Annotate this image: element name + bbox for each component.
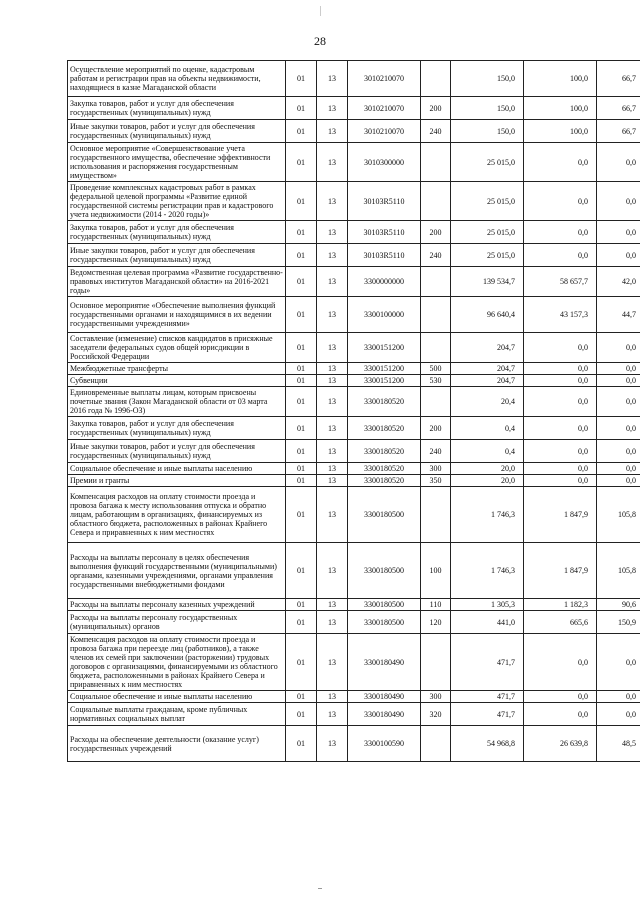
- cell-pr: 13: [317, 387, 348, 417]
- cell-rz: 01: [286, 440, 317, 463]
- table-row: [68, 387, 640, 417]
- cell-fact: 0,0: [524, 363, 597, 375]
- cell-name: Расходы на выплаты персоналу государственных (муниципальных) органов: [68, 611, 286, 634]
- cell-rz: 01: [286, 487, 317, 543]
- cell-vr: 240: [421, 440, 451, 463]
- table-row: [68, 440, 640, 463]
- cell-pr: 13: [317, 611, 348, 634]
- cell-name: Компенсация расходов на оплату стоимости проезда и провоза багажа при переезде лиц (работников), а также членов их семей при заключении (расторжении) трудовых договоров с организациями, финансируемыми из областного бюджета, расположенными в районах Крайнего Севера и приравненных к ним местностях: [68, 634, 286, 691]
- cell-pct: 0,0: [597, 387, 640, 417]
- cell-plan: 25 015,0: [451, 143, 524, 182]
- cell-rz: 01: [286, 297, 317, 333]
- cell-vr: 530: [421, 375, 451, 387]
- cell-vr: [421, 143, 451, 182]
- cell-csr: 3300180520: [348, 387, 421, 417]
- cell-fact: 100,0: [524, 61, 597, 97]
- cell-fact: 0,0: [524, 375, 597, 387]
- cell-plan: 0,4: [451, 440, 524, 463]
- budget-table-body: [68, 61, 640, 762]
- cell-name: Закупка товаров, работ и услуг для обеспечения государственных (муниципальных) нужд: [68, 97, 286, 120]
- cell-rz: 01: [286, 61, 317, 97]
- cell-fact: 100,0: [524, 97, 597, 120]
- cell-pct: 0,0: [597, 691, 640, 703]
- cell-pr: 13: [317, 440, 348, 463]
- cell-vr: 120: [421, 611, 451, 634]
- cell-name: Межбюджетные трансферты: [68, 363, 286, 375]
- table-row: [68, 363, 640, 375]
- cell-rz: 01: [286, 611, 317, 634]
- cell-pct: 150,9: [597, 611, 640, 634]
- page-number: 28: [314, 34, 326, 48]
- cell-name: Иные закупки товаров, работ и услуг для обеспечения государственных (муниципальных) нужд: [68, 440, 286, 463]
- cell-name: Ведомственная целевая программа «Развитие государственно-правовых институтов Магаданской области» на 2016-2021 годы»: [68, 267, 286, 297]
- cell-plan: 150,0: [451, 61, 524, 97]
- cell-fact: 0,0: [524, 417, 597, 440]
- cell-vr: 240: [421, 120, 451, 143]
- cell-csr: 3300180490: [348, 691, 421, 703]
- cell-vr: [421, 387, 451, 417]
- cell-csr: 3300180500: [348, 487, 421, 543]
- cell-plan: 0,4: [451, 417, 524, 440]
- cell-vr: [421, 634, 451, 691]
- cell-csr: 3300180520: [348, 475, 421, 487]
- cell-fact: 0,0: [524, 703, 597, 726]
- cell-csr: 3300180500: [348, 611, 421, 634]
- cell-fact: 0,0: [524, 143, 597, 182]
- cell-csr: 3300180520: [348, 417, 421, 440]
- cell-rz: 01: [286, 599, 317, 611]
- cell-pr: 13: [317, 267, 348, 297]
- cell-rz: 01: [286, 97, 317, 120]
- cell-name: Основное мероприятие «Совершенствование учета государственного имущества, обеспечение эффективности использования и распоряжения государственным имуществом»: [68, 143, 286, 182]
- cell-rz: 01: [286, 143, 317, 182]
- table-row: [68, 463, 640, 475]
- cell-name: Иные закупки товаров, работ и услуг для обеспечения государственных (муниципальных) нужд: [68, 120, 286, 143]
- cell-pr: 13: [317, 97, 348, 120]
- table-row: [68, 634, 640, 691]
- cell-fact: 0,0: [524, 221, 597, 244]
- cell-pr: 13: [317, 244, 348, 267]
- cell-vr: [421, 726, 451, 762]
- cell-pr: 13: [317, 543, 348, 599]
- cell-rz: 01: [286, 691, 317, 703]
- cell-name: Социальное обеспечение и иные выплаты населению: [68, 463, 286, 475]
- cell-vr: 200: [421, 97, 451, 120]
- cell-plan: 1 746,3: [451, 487, 524, 543]
- table-row: [68, 221, 640, 244]
- table-row: [68, 97, 640, 120]
- cell-pr: 13: [317, 120, 348, 143]
- cell-vr: 100: [421, 543, 451, 599]
- cell-rz: 01: [286, 333, 317, 363]
- cell-name: Расходы на выплаты персоналу казенных учреждений: [68, 599, 286, 611]
- cell-pct: 0,0: [597, 634, 640, 691]
- cell-plan: 471,7: [451, 703, 524, 726]
- cell-vr: 200: [421, 221, 451, 244]
- cell-plan: 25 015,0: [451, 244, 524, 267]
- cell-name: Составление (изменение) списков кандидатов в присяжные заседатели федеральных судов общей юрисдикции в Российской Федерации: [68, 333, 286, 363]
- table-row: [68, 543, 640, 599]
- cell-rz: 01: [286, 634, 317, 691]
- cell-rz: 01: [286, 244, 317, 267]
- cell-csr: 3300180500: [348, 543, 421, 599]
- cell-pct: 0,0: [597, 182, 640, 221]
- cell-plan: 1 746,3: [451, 543, 524, 599]
- cell-pct: 0,0: [597, 221, 640, 244]
- cell-csr: 30103R5110: [348, 182, 421, 221]
- table-row: [68, 375, 640, 387]
- cell-rz: 01: [286, 726, 317, 762]
- cell-csr: 3300151200: [348, 333, 421, 363]
- cell-name: Субвенции: [68, 375, 286, 387]
- cell-pr: 13: [317, 463, 348, 475]
- cell-fact: 0,0: [524, 475, 597, 487]
- cell-fact: 0,0: [524, 387, 597, 417]
- cell-plan: 204,7: [451, 375, 524, 387]
- cell-fact: 0,0: [524, 463, 597, 475]
- cell-pct: 0,0: [597, 440, 640, 463]
- cell-name: Премии и гранты: [68, 475, 286, 487]
- cell-fact: 0,0: [524, 333, 597, 363]
- cell-csr: 3010300000: [348, 143, 421, 182]
- table-row: [68, 61, 640, 97]
- cell-csr: 3300180490: [348, 634, 421, 691]
- cell-plan: 25 015,0: [451, 221, 524, 244]
- cell-name: Основное мероприятие «Обеспечение выполнения функций государственными органами и находящимися в их ведении государственными учреждениями»: [68, 297, 286, 333]
- cell-pct: 0,0: [597, 475, 640, 487]
- cell-rz: 01: [286, 703, 317, 726]
- cell-plan: 20,0: [451, 463, 524, 475]
- table-row: [68, 297, 640, 333]
- cell-vr: [421, 297, 451, 333]
- cell-rz: 01: [286, 120, 317, 143]
- cell-vr: 200: [421, 417, 451, 440]
- cell-fact: 100,0: [524, 120, 597, 143]
- cell-fact: 665,6: [524, 611, 597, 634]
- cell-pct: 48,5: [597, 726, 640, 762]
- cell-csr: 30103R5110: [348, 244, 421, 267]
- cell-name: Социальное обеспечение и иные выплаты населению: [68, 691, 286, 703]
- cell-pr: 13: [317, 599, 348, 611]
- cell-plan: 150,0: [451, 97, 524, 120]
- cell-fact: 0,0: [524, 634, 597, 691]
- cell-pr: 13: [317, 221, 348, 244]
- cell-pct: 0,0: [597, 143, 640, 182]
- cell-pct: 44,7: [597, 297, 640, 333]
- cell-csr: 3300151200: [348, 375, 421, 387]
- cell-fact: 1 847,9: [524, 487, 597, 543]
- cell-rz: 01: [286, 267, 317, 297]
- cell-csr: 3300180520: [348, 463, 421, 475]
- cell-vr: 300: [421, 463, 451, 475]
- cell-rz: 01: [286, 387, 317, 417]
- cell-name: Расходы на выплаты персоналу в целях обеспечения выполнения функций государственными (муниципальными) органами, казенными учреждениями, органами управления государственными внебюджетными фондами: [68, 543, 286, 599]
- table-row: [68, 417, 640, 440]
- cell-name: Компенсация расходов на оплату стоимости проезда и провоза багажа к месту использования отпуска и обратно лицам, работающим в организациях, финансируемых из областного бюджета, расположенных в районах Крайнего Севера и приравненных к ним местностях: [68, 487, 286, 543]
- cell-vr: 240: [421, 244, 451, 267]
- scan-mark-bottom: [318, 888, 322, 889]
- table-row: [68, 182, 640, 221]
- cell-csr: 3300180490: [348, 703, 421, 726]
- table-row: [68, 120, 640, 143]
- budget-table: [67, 60, 640, 762]
- cell-plan: 441,0: [451, 611, 524, 634]
- cell-pct: 0,0: [597, 375, 640, 387]
- cell-pr: 13: [317, 182, 348, 221]
- cell-csr: 3010210070: [348, 97, 421, 120]
- cell-pct: 105,8: [597, 543, 640, 599]
- cell-pr: 13: [317, 634, 348, 691]
- table-row: [68, 333, 640, 363]
- cell-pct: 90,6: [597, 599, 640, 611]
- cell-rz: 01: [286, 463, 317, 475]
- cell-rz: 01: [286, 475, 317, 487]
- cell-pr: 13: [317, 691, 348, 703]
- cell-plan: 139 534,7: [451, 267, 524, 297]
- cell-name: Осуществление мероприятий по оценке, кадастровым работам и регистрации прав на объекты недвижимости, находящиеся в казне Магаданской области: [68, 61, 286, 97]
- cell-pct: 105,8: [597, 487, 640, 543]
- scan-mark-top: [320, 6, 321, 16]
- cell-pr: 13: [317, 703, 348, 726]
- cell-fact: 43 157,3: [524, 297, 597, 333]
- cell-pr: 13: [317, 61, 348, 97]
- cell-pr: 13: [317, 726, 348, 762]
- cell-pct: 0,0: [597, 463, 640, 475]
- cell-pct: 0,0: [597, 244, 640, 267]
- cell-csr: 3010210070: [348, 120, 421, 143]
- table-row: [68, 599, 640, 611]
- cell-pct: 66,7: [597, 97, 640, 120]
- cell-pct: 42,0: [597, 267, 640, 297]
- cell-plan: 20,0: [451, 475, 524, 487]
- cell-rz: 01: [286, 417, 317, 440]
- cell-pct: 0,0: [597, 417, 640, 440]
- cell-csr: 3010210070: [348, 61, 421, 97]
- cell-plan: 54 968,8: [451, 726, 524, 762]
- cell-pr: 13: [317, 475, 348, 487]
- table-row: [68, 611, 640, 634]
- cell-name: Закупка товаров, работ и услуг для обеспечения государственных (муниципальных) нужд: [68, 417, 286, 440]
- cell-name: Расходы на обеспечение деятельности (оказание услуг) государственных учреждений: [68, 726, 286, 762]
- cell-plan: 20,4: [451, 387, 524, 417]
- cell-vr: 320: [421, 703, 451, 726]
- cell-fact: 0,0: [524, 182, 597, 221]
- cell-csr: 3300151200: [348, 363, 421, 375]
- cell-plan: 471,7: [451, 691, 524, 703]
- cell-csr: 3300100000: [348, 297, 421, 333]
- table-row: [68, 267, 640, 297]
- cell-pr: 13: [317, 375, 348, 387]
- cell-pr: 13: [317, 487, 348, 543]
- table-row: [68, 703, 640, 726]
- cell-name: Проведение комплексных кадастровых работ в рамках федеральной целевой программы «Развитие единой государственной системы регистрации прав и кадастрового учета недвижимости (2014 - 2020 годы)»: [68, 182, 286, 221]
- cell-fact: 26 639,8: [524, 726, 597, 762]
- table-row: [68, 244, 640, 267]
- cell-rz: 01: [286, 375, 317, 387]
- table-row: [68, 487, 640, 543]
- cell-pr: 13: [317, 363, 348, 375]
- cell-pr: 13: [317, 417, 348, 440]
- cell-vr: 110: [421, 599, 451, 611]
- cell-rz: 01: [286, 182, 317, 221]
- cell-plan: 150,0: [451, 120, 524, 143]
- cell-fact: 58 657,7: [524, 267, 597, 297]
- cell-pct: 66,7: [597, 61, 640, 97]
- cell-pct: 0,0: [597, 363, 640, 375]
- cell-plan: 204,7: [451, 333, 524, 363]
- cell-pct: 0,0: [597, 333, 640, 363]
- cell-plan: 1 305,3: [451, 599, 524, 611]
- cell-name: Единовременные выплаты лицам, которым присвоены почетные звания (Закон Магаданской области от 03 марта 2016 года № 1996-ОЗ): [68, 387, 286, 417]
- cell-vr: [421, 487, 451, 543]
- cell-csr: 3300000000: [348, 267, 421, 297]
- table-row: [68, 143, 640, 182]
- cell-vr: 500: [421, 363, 451, 375]
- cell-fact: 0,0: [524, 244, 597, 267]
- cell-vr: [421, 182, 451, 221]
- cell-vr: 350: [421, 475, 451, 487]
- cell-fact: 1 847,9: [524, 543, 597, 599]
- cell-name: Закупка товаров, работ и услуг для обеспечения государственных (муниципальных) нужд: [68, 221, 286, 244]
- cell-fact: 0,0: [524, 691, 597, 703]
- cell-plan: 471,7: [451, 634, 524, 691]
- table-row: [68, 691, 640, 703]
- cell-csr: 3300180520: [348, 440, 421, 463]
- cell-name: Социальные выплаты гражданам, кроме публичных нормативных социальных выплат: [68, 703, 286, 726]
- cell-fact: 1 182,3: [524, 599, 597, 611]
- cell-rz: 01: [286, 543, 317, 599]
- cell-rz: 01: [286, 363, 317, 375]
- cell-pr: 13: [317, 143, 348, 182]
- cell-pct: 66,7: [597, 120, 640, 143]
- table-row: [68, 475, 640, 487]
- cell-vr: [421, 267, 451, 297]
- cell-plan: 204,7: [451, 363, 524, 375]
- cell-vr: [421, 333, 451, 363]
- cell-vr: [421, 61, 451, 97]
- cell-csr: 30103R5110: [348, 221, 421, 244]
- table-row: [68, 726, 640, 762]
- cell-csr: 3300100590: [348, 726, 421, 762]
- cell-pr: 13: [317, 333, 348, 363]
- cell-pr: 13: [317, 297, 348, 333]
- cell-name: Иные закупки товаров, работ и услуг для обеспечения государственных (муниципальных) нужд: [68, 244, 286, 267]
- cell-rz: 01: [286, 221, 317, 244]
- cell-vr: 300: [421, 691, 451, 703]
- cell-csr: 3300180500: [348, 599, 421, 611]
- cell-plan: 25 015,0: [451, 182, 524, 221]
- cell-pct: 0,0: [597, 703, 640, 726]
- cell-plan: 96 640,4: [451, 297, 524, 333]
- cell-fact: 0,0: [524, 440, 597, 463]
